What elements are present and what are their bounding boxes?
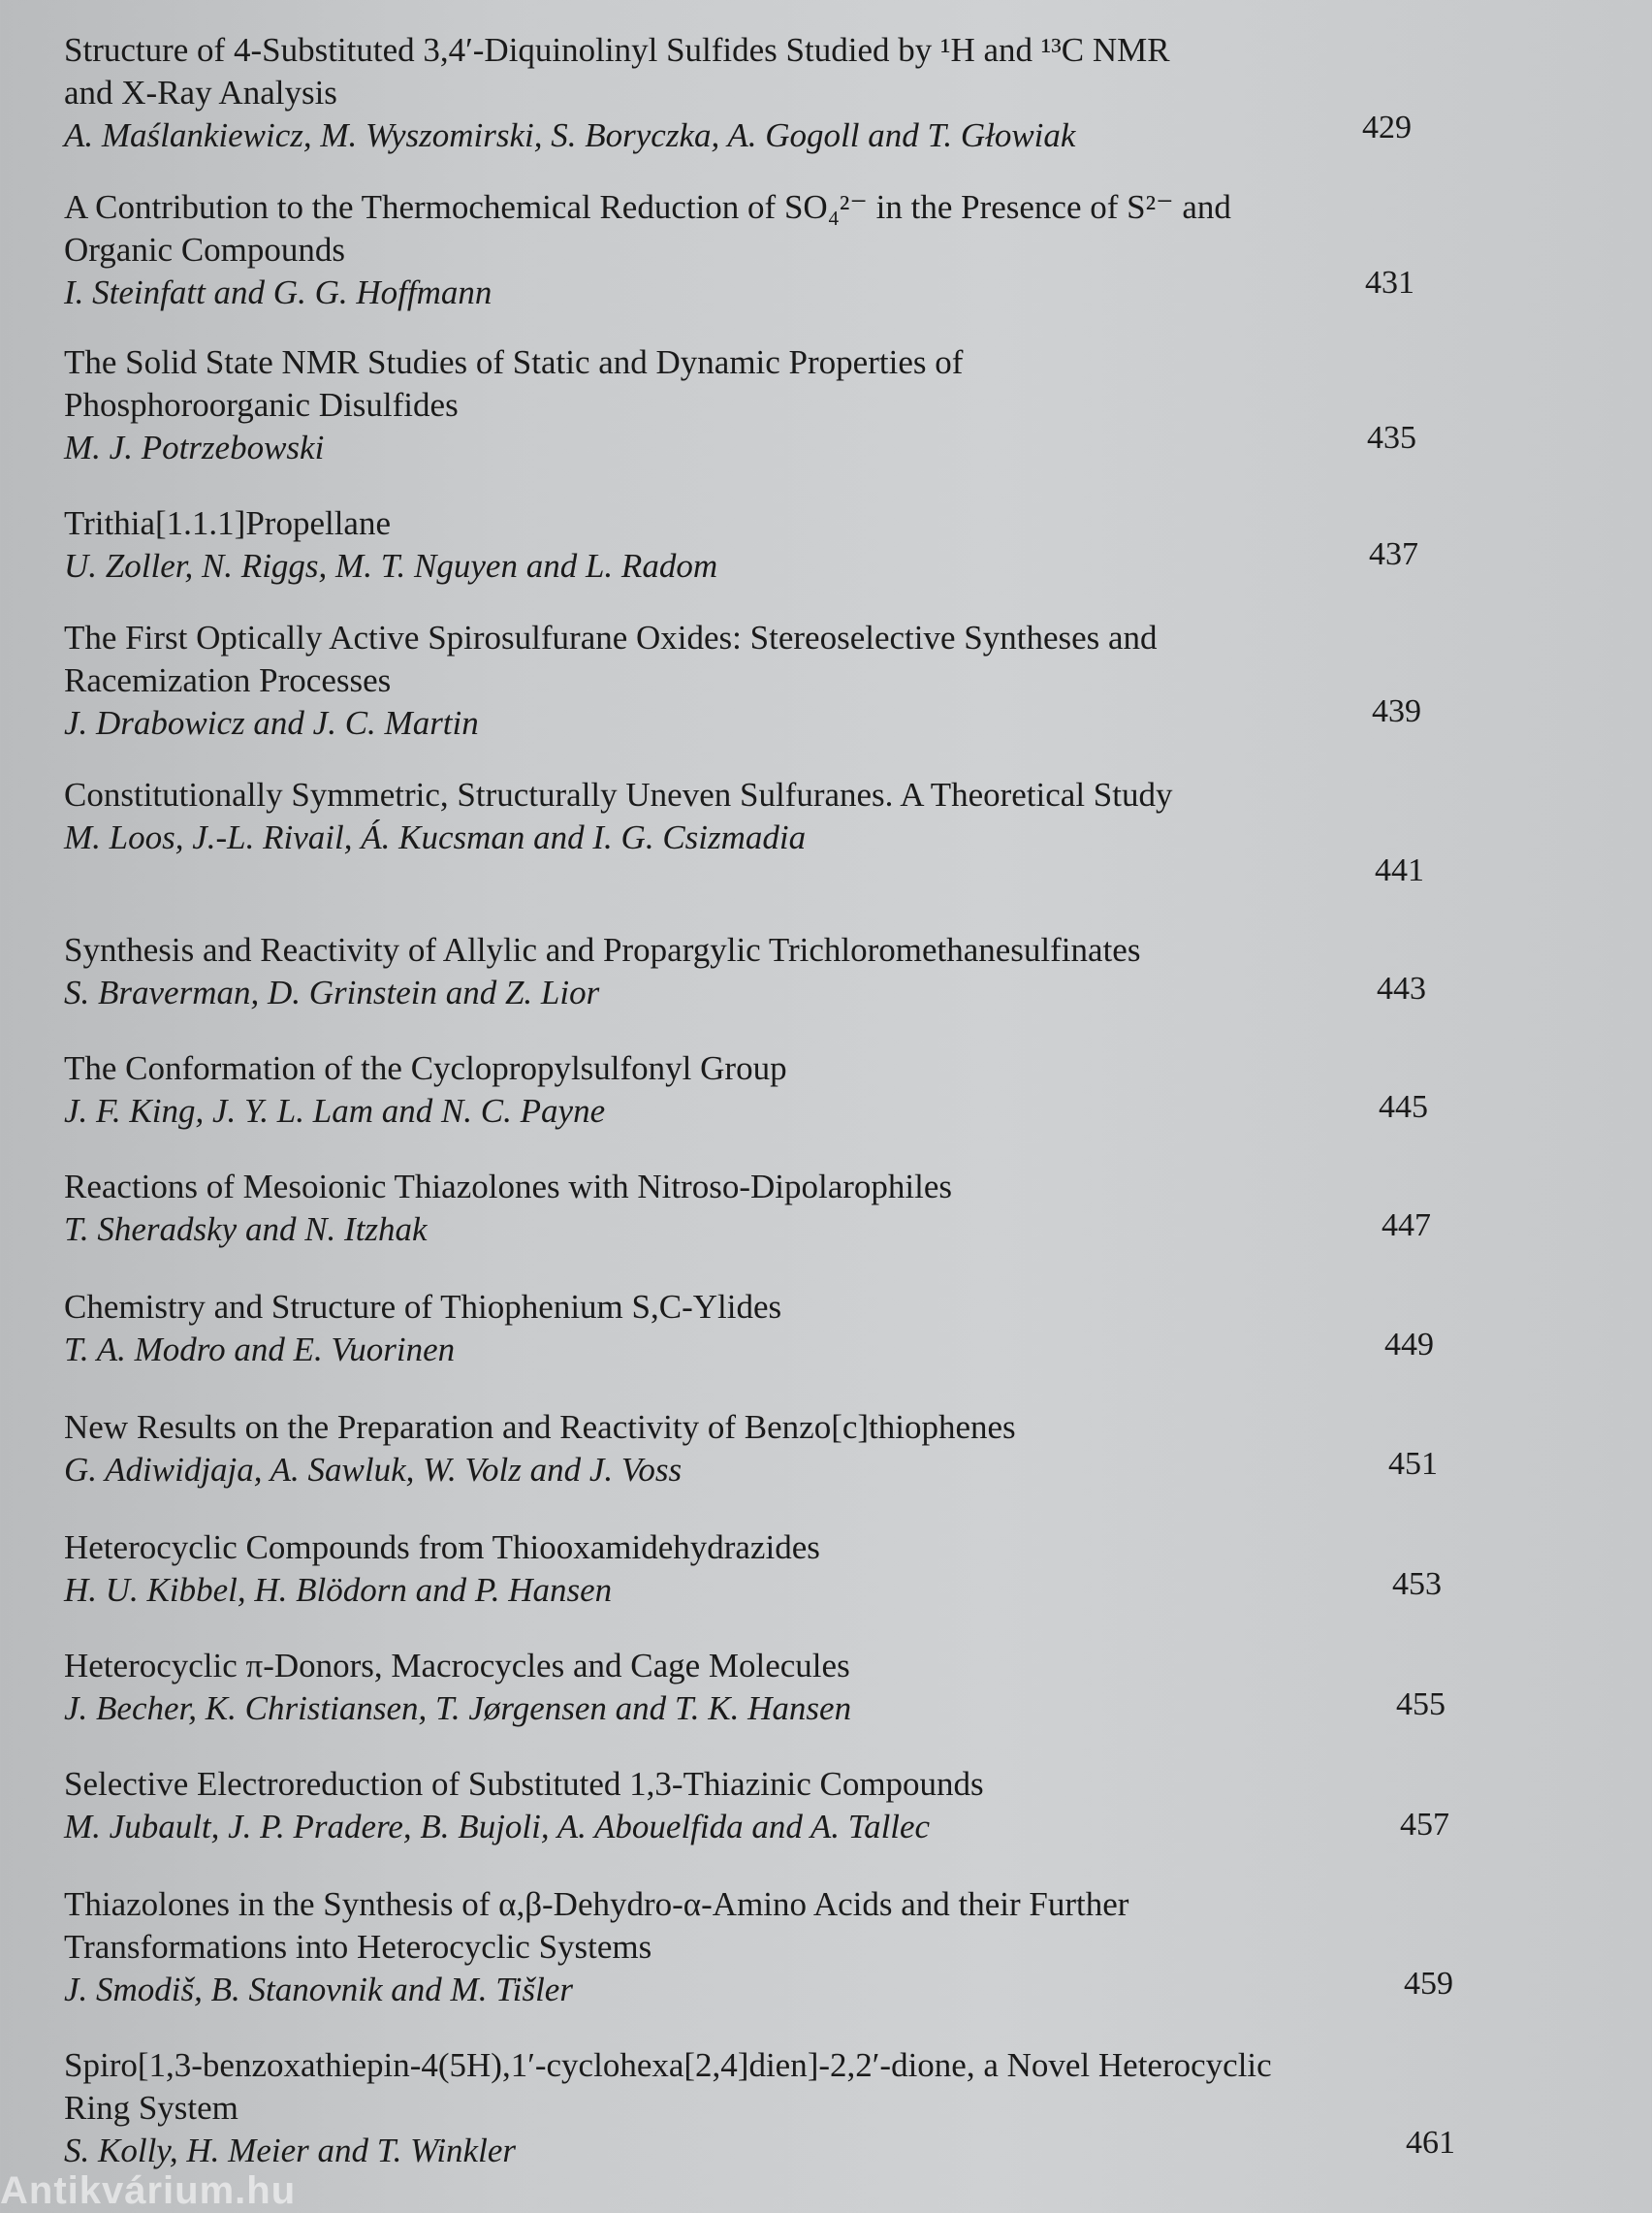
entry-title: Thiazolones in the Synthesis of α,β-Dehydro-α-Amino Acids and their Further Transformations into Heterocyclic Systems [64, 1885, 1129, 1966]
entry-page-number: 443 [1377, 971, 1426, 1007]
entry-title: Synthesis and Reactivity of Allylic and Propargylic Trichloromethanesulfinates [64, 931, 1141, 969]
toc-entry [64, 1406, 1441, 1491]
toc-entry [64, 341, 1441, 469]
entry-page-number: 435 [1367, 420, 1416, 456]
entry-page-number: 457 [1400, 1807, 1449, 1843]
entry-title: Chemistry and Structure of Thiophenium S,C-Ylides [64, 1288, 782, 1326]
entry-page-number: 449 [1384, 1327, 1434, 1363]
entry-title: Heterocyclic π-Donors, Macrocycles and Cage Molecules [64, 1647, 850, 1684]
entry-page-number: 453 [1392, 1566, 1442, 1602]
entry-authors: M. Jubault, J. P. Pradere, B. Bujoli, A. Abouelfida and A. Tallec [64, 1808, 931, 1845]
toc-entry [64, 929, 1441, 1014]
entry-page-number: 461 [1406, 2125, 1455, 2161]
entry-title: Selective Electroreduction of Substituted 1,3-Thiazinic Compounds [64, 1765, 984, 1803]
entry-authors: M. J. Potrzebowski [64, 429, 325, 466]
toc-entry [64, 1047, 1441, 1133]
entry-title: Reactions of Mesoionic Thiazolones with Nitroso-Dipolarophiles [64, 1168, 952, 1205]
entry-authors: J. Smodiš, B. Stanovnik and M. Tišler [64, 1971, 573, 2008]
entry-authors: U. Zoller, N. Riggs, M. T. Nguyen and L. Radom [64, 547, 718, 585]
entry-page-number: 429 [1362, 110, 1412, 145]
entry-authors: T. A. Modro and E. Vuorinen [64, 1331, 456, 1368]
toc-entry [64, 1286, 1441, 1371]
entry-page-number: 455 [1396, 1686, 1446, 1722]
entry-title: A Contribution to the Thermochemical Reduction of SO₄²⁻ in the Presence of S²⁻ and Organic Compounds [64, 188, 1231, 269]
entry-authors: J. Becher, K. Christiansen, T. Jørgensen and T. K. Hansen [64, 1689, 852, 1727]
toc-entry [64, 186, 1441, 314]
entry-authors: H. U. Kibbel, H. Blödorn and P. Hansen [64, 1571, 613, 1609]
entry-title: Structure of 4-Substituted 3,4′-Diquinolinyl Sulfides Studied by ¹H and ¹³C NMR and X-Ray Analysis [64, 31, 1170, 112]
toc-entry [64, 29, 1441, 157]
entry-authors: S. Kolly, H. Meier and T. Winkler [64, 2132, 516, 2169]
entry-authors: A. Maślankiewicz, M. Wyszomirski, S. Boryczka, A. Gogoll and T. Głowiak [64, 116, 1076, 154]
entry-authors: J. Drabowicz and J. C. Martin [64, 704, 479, 742]
entry-page-number: 445 [1379, 1089, 1428, 1125]
toc-entry [64, 617, 1441, 745]
entry-page-number: 441 [1375, 852, 1424, 888]
entry-authors: G. Adiwidjaja, A. Sawluk, W. Volz and J. Voss [64, 1451, 683, 1489]
entry-authors: T. Sheradsky and N. Itzhak [64, 1210, 428, 1248]
entry-authors: S. Braverman, D. Grinstein and Z. Lior [64, 974, 600, 1011]
entry-authors: I. Steinfatt and G. G. Hoffmann [64, 273, 492, 311]
entry-authors: J. F. King, J. Y. L. Lam and N. C. Payne [64, 1092, 606, 1130]
entry-page-number: 431 [1365, 265, 1414, 301]
entry-page-number: 437 [1369, 536, 1418, 572]
entry-title: New Results on the Preparation and Reactivity of Benzo[c]thiophenes [64, 1408, 1016, 1446]
entry-title: Constitutionally Symmetric, Structurally Uneven Sulfuranes. A Theoretical Study [64, 776, 1173, 814]
toc-entry [64, 502, 1441, 588]
toc-entry [64, 1526, 1441, 1612]
entry-title: The Solid State NMR Studies of Static and Dynamic Properties of Phosphoroorganic Disulfides [64, 343, 964, 424]
entry-page-number: 447 [1382, 1207, 1431, 1243]
entry-title: Spiro[1,3-benzoxathiepin-4(5H),1′-cyclohexa[2,4]dien]-2,2′-dione, a Novel Heterocyclic Ring System [64, 2046, 1272, 2127]
entry-authors: M. Loos, J.-L. Rivail, Á. Kucsman and I. G. Csizmadia [64, 818, 807, 856]
watermark: Antikvárium.hu [0, 2169, 297, 2212]
toc-entry [64, 774, 1441, 859]
entry-page-number: 439 [1372, 693, 1421, 729]
toc-entry [64, 2044, 1441, 2172]
entry-page-number: 459 [1404, 1966, 1453, 2002]
toc-entry [64, 1883, 1441, 2011]
entry-title: The Conformation of the Cyclopropylsulfonyl Group [64, 1049, 787, 1087]
toc-entry [64, 1763, 1441, 1848]
entry-title: Trithia[1.1.1]Propellane [64, 504, 391, 542]
toc-entry [64, 1166, 1441, 1251]
entry-title: The First Optically Active Spirosulfurane Oxides: Stereoselective Syntheses and Racemization Processes [64, 619, 1158, 699]
entry-page-number: 451 [1388, 1446, 1438, 1482]
toc-entry [64, 1645, 1441, 1730]
entry-title: Heterocyclic Compounds from Thiooxamidehydrazides [64, 1528, 820, 1566]
